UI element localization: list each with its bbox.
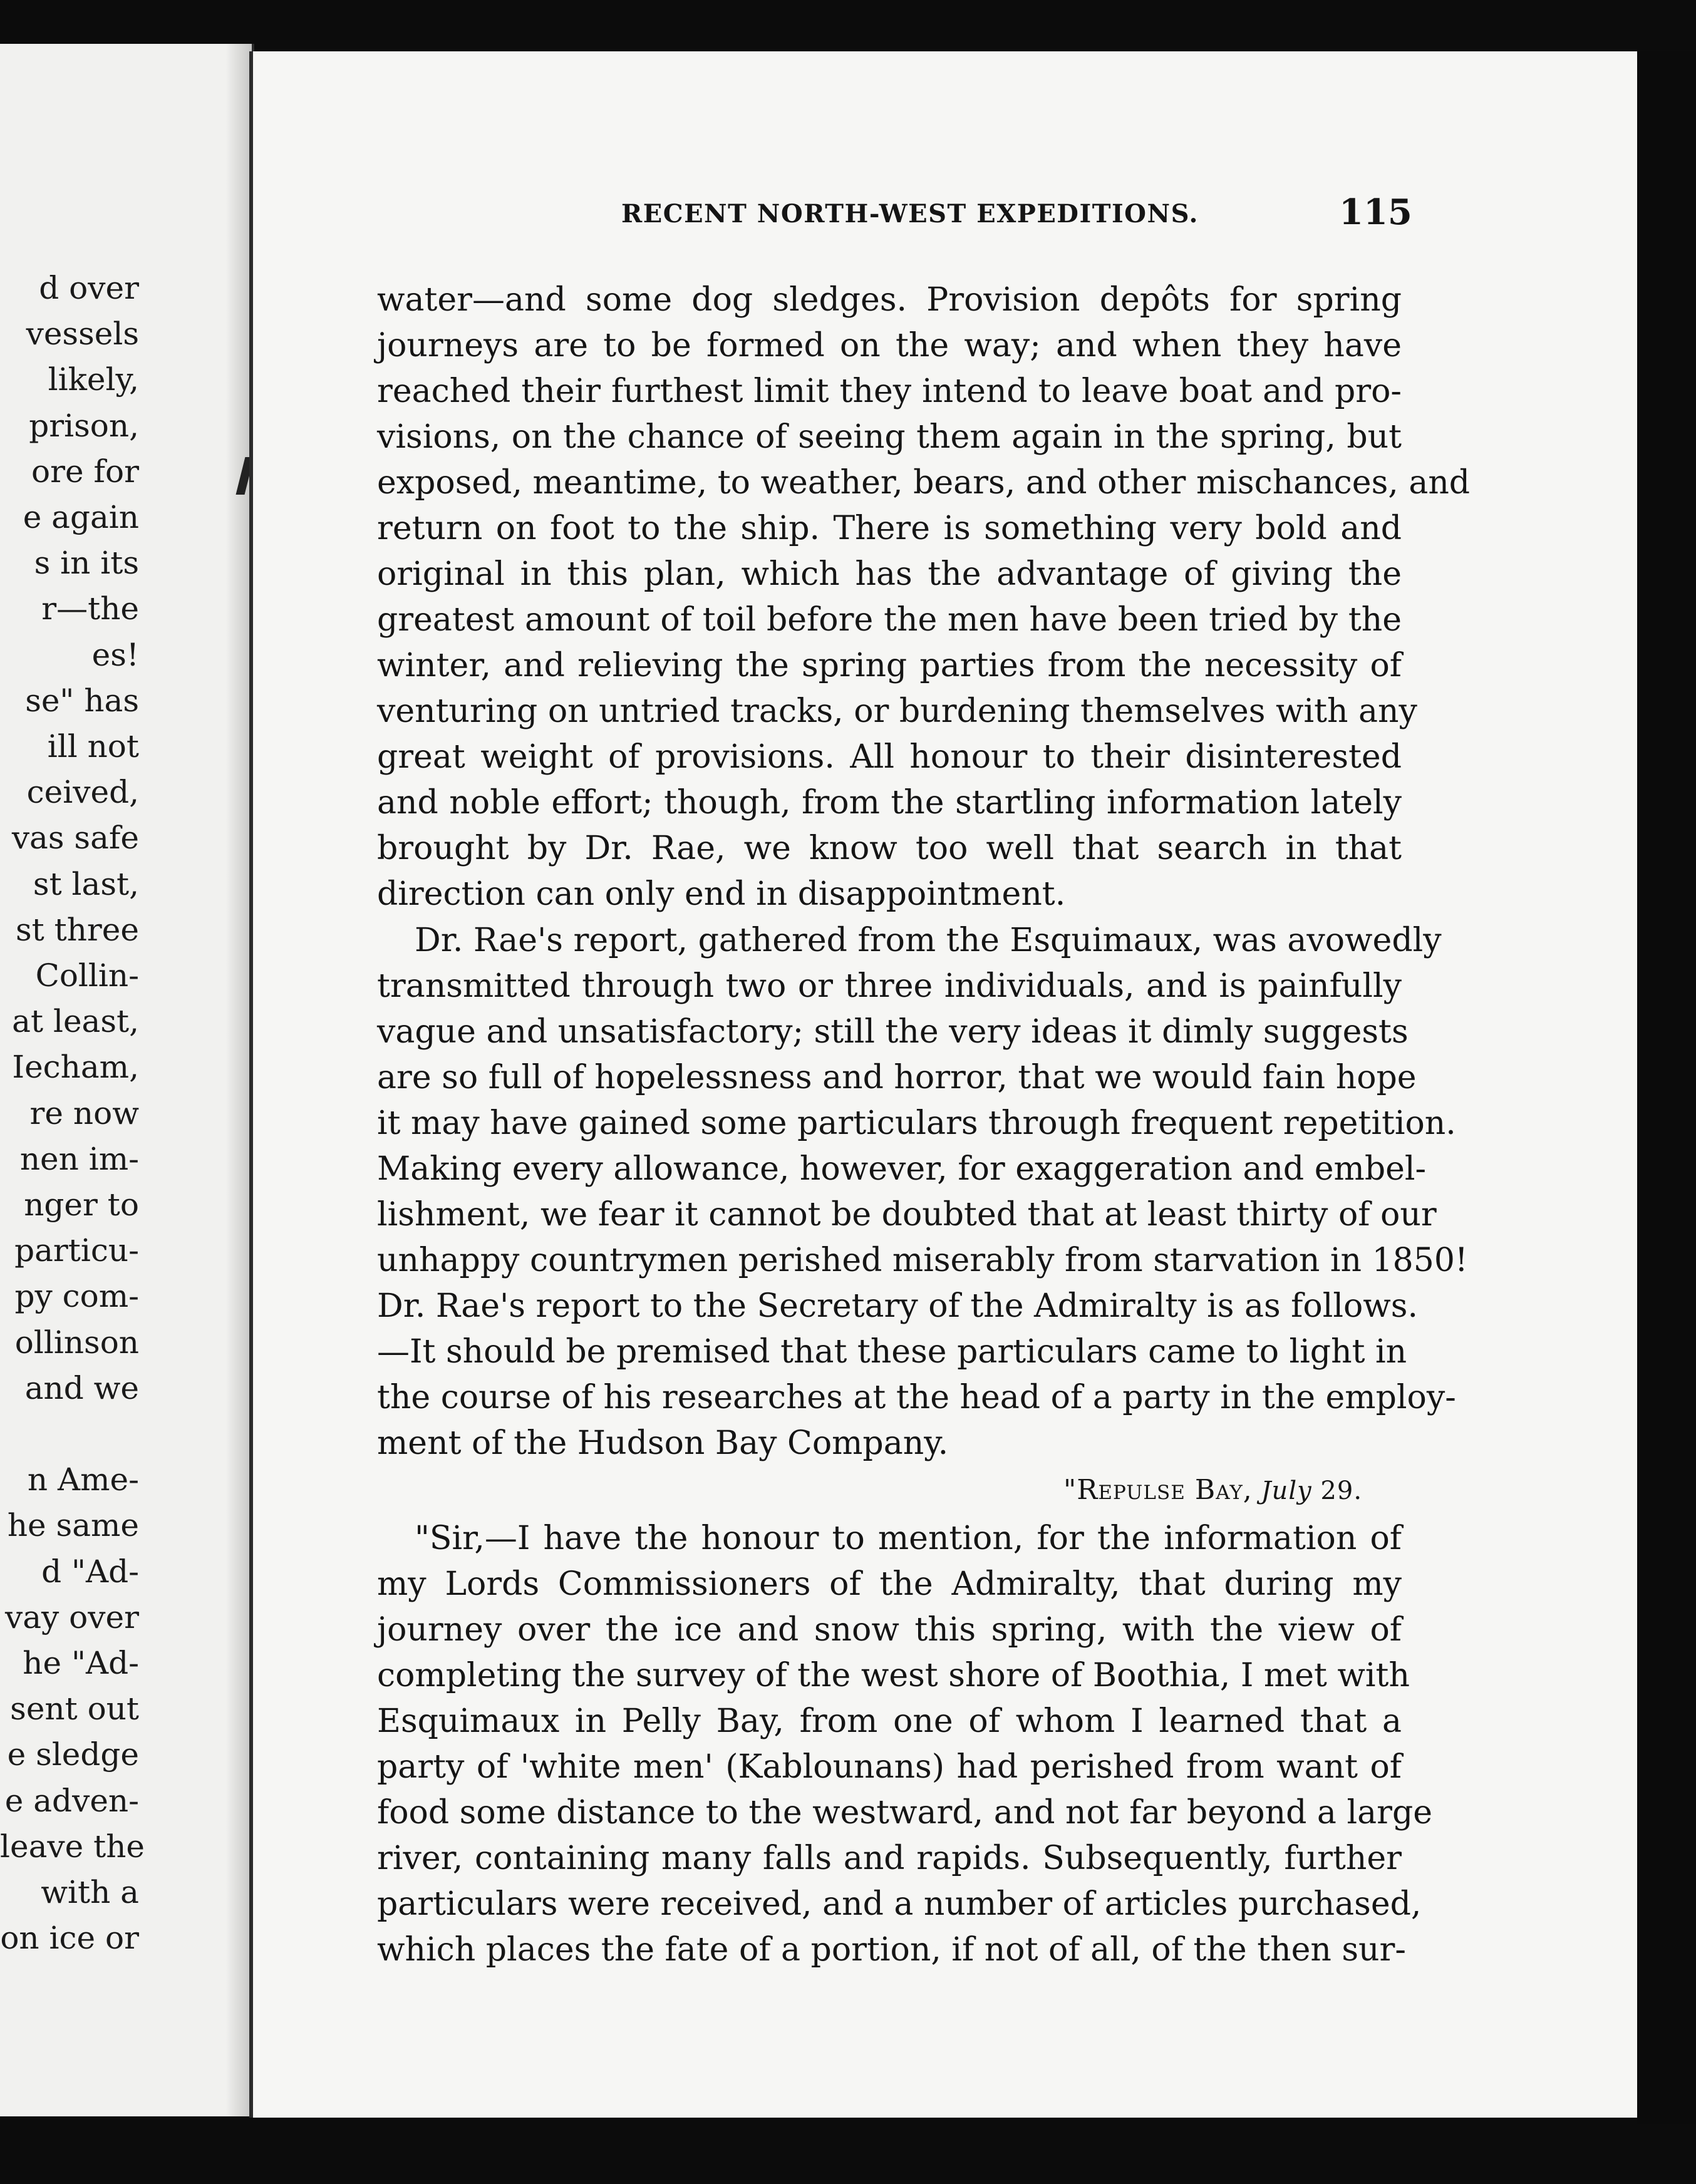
left-page-line: sent out: [10, 1691, 139, 1728]
text-line: winter, and relieving the spring parties from the necessity of: [377, 647, 1402, 684]
text-line: river, containing many falls and rapids. Subsequently, further: [377, 1840, 1402, 1877]
text-line: venturing on untried tracks, or burdening themselves with any: [377, 693, 1417, 730]
text-line: completing the survey of the west shore of Boothia, I met with: [377, 1657, 1410, 1694]
text-line: food some distance to the westward, and not far beyond a large: [377, 1794, 1432, 1831]
left-page-line: likely,: [48, 361, 139, 398]
left-page-line: vessels: [26, 316, 139, 353]
left-page-line: on ice or: [0, 1920, 139, 1957]
text-line: Dr. Rae's report to the Secretary of the Admiralty is as follows.: [377, 1287, 1419, 1325]
left-page-line: vay over: [4, 1599, 139, 1635]
text-line: which places the fate of a portion, if not of all, of the then sur-: [377, 1931, 1406, 1969]
left-page-line: ceived,: [26, 774, 139, 811]
text-line: —It should be premised that these particulars came to light in: [377, 1333, 1407, 1371]
left-page-line: e again: [23, 499, 139, 535]
running-head: RECENT NORTH-WEST EXPEDITIONS.: [621, 199, 1199, 229]
left-page-line: he same: [7, 1507, 139, 1544]
text-line: direction can only end in disappointment.: [377, 875, 1066, 913]
left-page-line: ill not: [47, 728, 139, 765]
left-page-line: ore for: [31, 453, 139, 490]
text-line: journeys are to be formed on the way; and when they have: [377, 327, 1402, 364]
text-line: it may have gained some particulars through frequent repetition.: [377, 1105, 1456, 1142]
text-line: particulars were received, and a number of articles purchased,: [377, 1885, 1422, 1923]
text-line: my Lords Commissioners of the Admiralty, that during my: [377, 1565, 1402, 1603]
text-line: original in this plan, which has the advantage of giving the: [377, 555, 1402, 593]
left-page-line: es!: [91, 636, 139, 673]
left-page-line: nen im-: [19, 1140, 139, 1177]
left-page-line: st last,: [33, 865, 139, 902]
text-line: are so full of hopelessness and horror, that we would fain hope: [377, 1059, 1417, 1096]
left-page-line: re now: [29, 1095, 139, 1131]
left-page-line: vas safe: [11, 820, 139, 857]
text-line: party of 'white men' (Kablounans) had perished from want of: [377, 1748, 1402, 1786]
left-page-line: s in its: [34, 545, 139, 582]
text-line: and noble effort; though, from the startling information lately: [377, 784, 1402, 822]
text-line: Esquimaux in Pelly Bay, from one of whom I learned that a: [377, 1702, 1402, 1740]
text-line: reached their furthest limit they intend to leave boat and pro-: [377, 373, 1402, 410]
text-line: vague and unsatisfactory; still the very ideas it dimly suggests: [377, 1013, 1409, 1051]
left-page-line: Collin-: [35, 957, 139, 994]
left-page-line: with a: [41, 1874, 139, 1910]
text-line: "Sir,—I have the honour to mention, for the information of: [415, 1520, 1402, 1557]
left-page-line: particu-: [14, 1232, 139, 1269]
dateline-day: 29.: [1320, 1476, 1363, 1505]
text-line: visions, on the chance of seeing them again in the spring, but: [377, 418, 1402, 456]
left-page-line: n Ame-: [27, 1461, 139, 1498]
left-page-line: leave the: [0, 1828, 145, 1865]
dateline-month: July: [1261, 1476, 1312, 1505]
left-page-line: se" has: [25, 682, 139, 719]
left-page-line: and we: [24, 1369, 139, 1406]
left-page-line: he "Ad-: [23, 1645, 139, 1681]
dateline-place: "Repulse Bay,: [1063, 1474, 1253, 1506]
text-line: Dr. Rae's report, gathered from the Esquimaux, was avowedly: [415, 922, 1442, 959]
text-line: transmitted through two or three individuals, and is painfully: [377, 967, 1402, 1005]
text-line: return on foot to the ship. There is something very bold and: [377, 510, 1402, 547]
left-page-line: d "Ad-: [41, 1553, 139, 1590]
text-line: Making every allowance, however, for exaggeration and embel-: [377, 1150, 1427, 1188]
left-page-line: ollinson: [14, 1324, 139, 1361]
text-line: exposed, meantime, to weather, bears, and other mischances, and: [377, 464, 1471, 502]
text-line: brought by Dr. Rae, we know too well that search in that: [377, 830, 1402, 867]
left-page-line: prison,: [29, 407, 139, 444]
text-line: unhappy countrymen perished miserably from starvation in 1850!: [377, 1242, 1468, 1279]
left-page-line: e adven-: [4, 1782, 139, 1819]
page-number: 115: [1339, 192, 1412, 233]
left-page-line: at least,: [12, 1003, 139, 1040]
left-page-line: nger to: [24, 1187, 139, 1223]
text-line: great weight of provisions. All honour to their disinterested: [377, 738, 1402, 776]
left-page-line: Iecham,: [12, 1049, 139, 1086]
left-page-line: d over: [39, 270, 139, 306]
page-edge-shadow: [1637, 51, 1696, 2124]
left-page-line: r—the: [41, 590, 139, 627]
left-page-text: [0, 44, 252, 2116]
text-line: journey over the ice and snow this spring, with the view of: [377, 1611, 1402, 1649]
text-line: the course of his researches at the head of a party in the employ-: [377, 1379, 1456, 1416]
text-line: ment of the Hudson Bay Company.: [377, 1424, 949, 1462]
left-page-line: st three: [15, 911, 139, 948]
left-page: [0, 44, 254, 2116]
left-page-line: py com-: [14, 1278, 139, 1315]
text-line: water—and some dog sledges. Provision depôts for spring: [377, 281, 1402, 319]
letter-dateline: [1063, 1474, 1362, 1506]
left-page-line: e sledge: [7, 1736, 139, 1773]
text-line: greatest amount of toil before the men have been tried by the: [377, 601, 1402, 639]
text-line: lishment, we fear it cannot be doubted that at least thirty of our: [377, 1196, 1437, 1234]
